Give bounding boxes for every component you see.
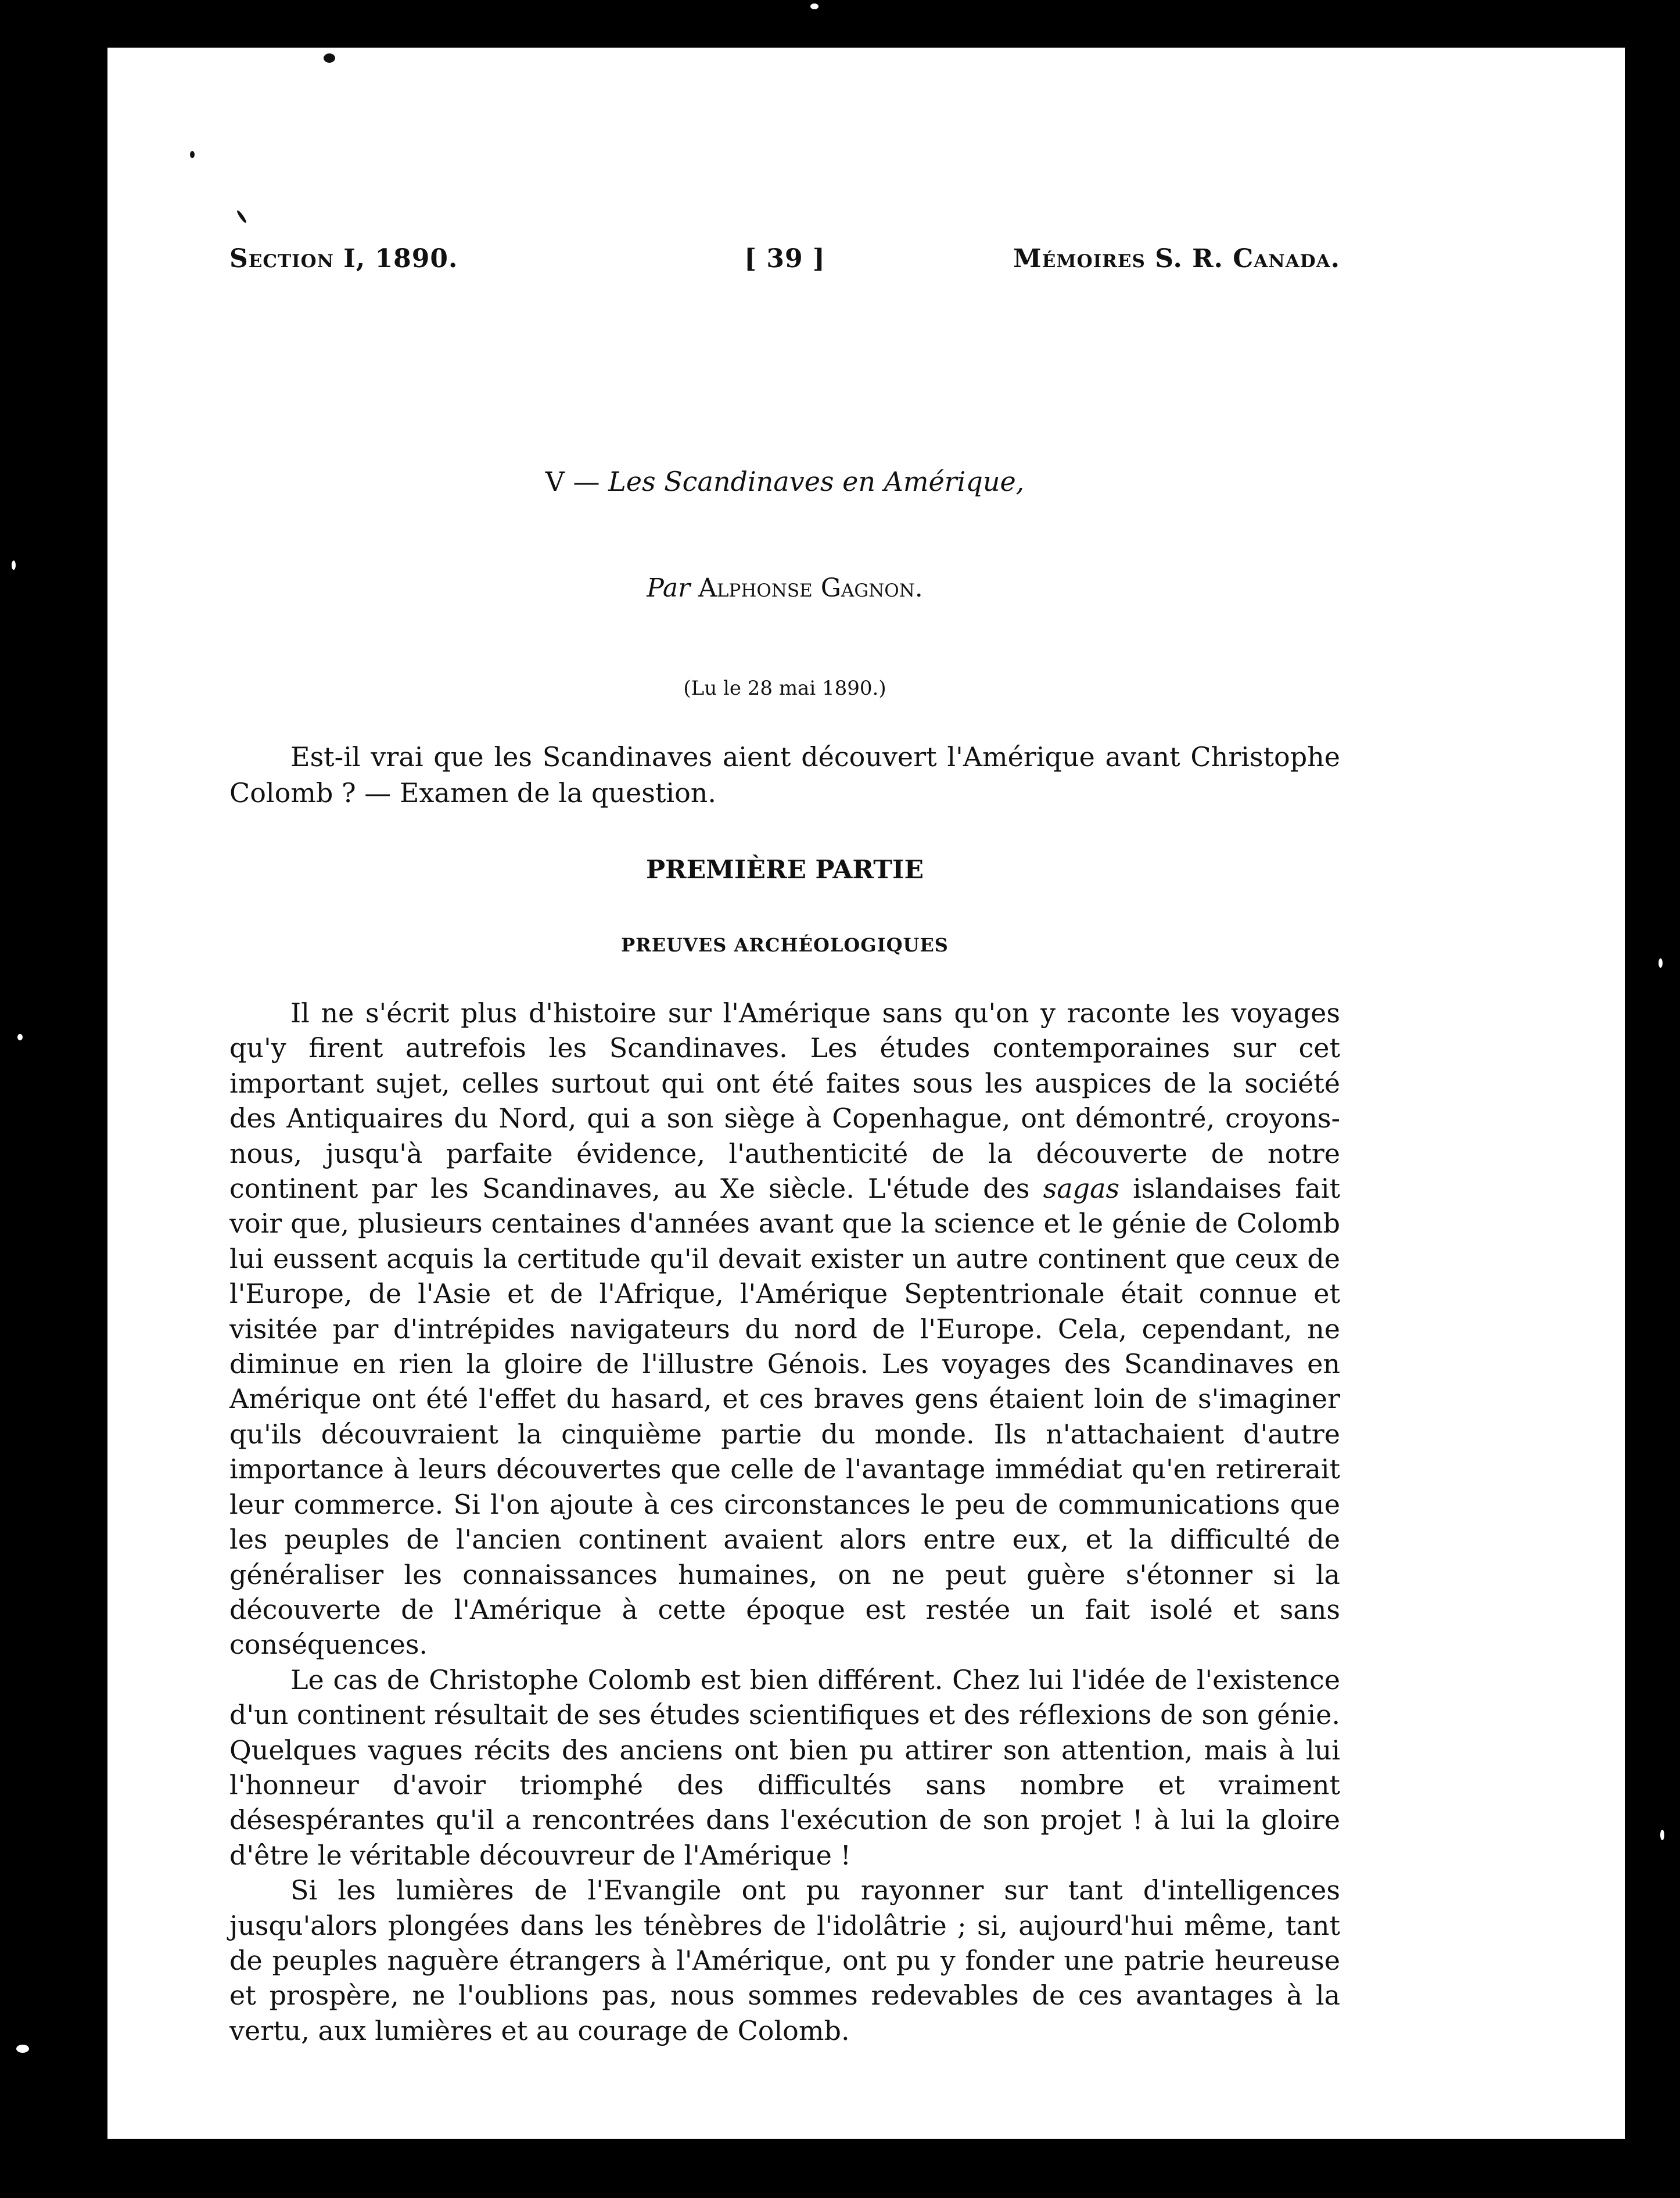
page-speck (190, 151, 195, 158)
scan-speck (1659, 958, 1663, 968)
paragraph-1-part-1: Il ne s'écrit plus d'histoire sur l'Amérique sans qu'on y raconte les voyages qu'y firent autrefois les Scandinaves. Les études contemporaines sur cet important sujet, celles surtout qui ont été faites sous les auspices de la société des Antiquaires du Nord, qui a son siège à Copenhague, ont démontré, croyons-nous, jusqu'à parfaite évidence, l'authenticité de la découverte de notre continent par les Scandinaves, au Xe siècle. L'étude des (229, 997, 1340, 1205)
article-number: V — (545, 466, 600, 497)
scan-speck (12, 561, 16, 570)
part-heading: PREMIÈRE PARTIE (645, 855, 924, 885)
scan-speck (810, 3, 819, 9)
byline (229, 573, 1340, 603)
paragraph-3: Si les lumières de l'Evangile ont pu rayonner sur tant d'intelligences jusqu'alors plongées dans les ténèbres de l'idolâtrie ; si, aujourd'hui même, tant de peuples naguère étrangers à l'Amérique, ont pu y fonder une patrie heureuse et prospère, ne l'oublions pas, nous sommes redevables de ces avantages à la vertu, aux lumières et au courage de Colomb. (229, 1874, 1340, 2046)
scan-speck (1660, 1830, 1664, 1840)
running-head-section: Section I, 1890. (229, 244, 458, 274)
page-number: [ 39 ] (744, 244, 825, 274)
byline-prefix: Par (647, 573, 691, 603)
paragraph-1-part-2: islandaises fait voir que, plusieurs centaines d'années avant que la science et le génie de Colomb lui eussent acquis la certitude qu'il devait exister un autre continent que ceux de l'Europe, de l'Asie et de l'Afrique, l'Amérique Septentrionale était connue et visitée par d'intrépides navigateurs du nord de l'Europe. Cela, cependant, ne diminue en rien la gloire de l'illustre Génois. Les voyages des Scandinaves en Amérique ont été l'effet du hasard, et ces braves gens étaient loin de s'imaginer qu'ils découvraient la cinquième partie du monde. Ils n'attachaient d'autre importance à leurs découvertes que celle de l'avantage immédiat qu'en retirerait leur commerce. Si l'on ajoute à ces circonstances le peu de communications que les peuples de l'ancien continent avaient alors entre eux, et la difficulté de généraliser les connaissances humaines, on ne peut guère s'étonner si la découverte de l'Amérique à cette époque est restée un fait isolé et sans conséquences. (229, 1173, 1340, 1661)
scan-speck (17, 1034, 23, 1040)
scan-speck (16, 2045, 29, 2053)
running-head-journal: Mémoires S. R. Canada. (1013, 244, 1340, 274)
paragraph-2: Le cas de Christophe Colomb est bien différent. Chez lui l'idée de l'existence d'un continent résultait de ses études scientifiques et des réflexions de son génie. Quelques vagues récits des anciens ont bien pu attirer son attention, mais à lui l'honneur d'avoir triomphé des difficultés sans nombre et vraiment désespérantes qu'il a rencontrées dans l'exécution de son projet ! à lui la gloire d'être le véritable découvreur de l'Amérique ! (229, 1664, 1340, 1871)
read-date: (Lu le 28 mai 1890.) (683, 677, 886, 700)
abstract: Est-il vrai que les Scandinaves aient découvert l'Amérique avant Christophe Colomb ? — Examen de la question. (229, 741, 1340, 809)
page-speck (236, 210, 247, 224)
author-name: Alphonse Gagnon. (698, 573, 923, 603)
italic-term-sagas: sagas (1043, 1173, 1120, 1205)
paragraph-1 (229, 996, 1340, 1662)
document-page (107, 48, 1625, 2139)
subsection-heading: PREUVES ARCHÉOLOGIQUES (621, 934, 949, 956)
article-title-text: Les Scandinaves en Amérique, (608, 466, 1025, 497)
page-speck (324, 53, 335, 63)
running-head (229, 244, 1340, 279)
body-text (229, 996, 1340, 2048)
article-title (229, 466, 1340, 497)
